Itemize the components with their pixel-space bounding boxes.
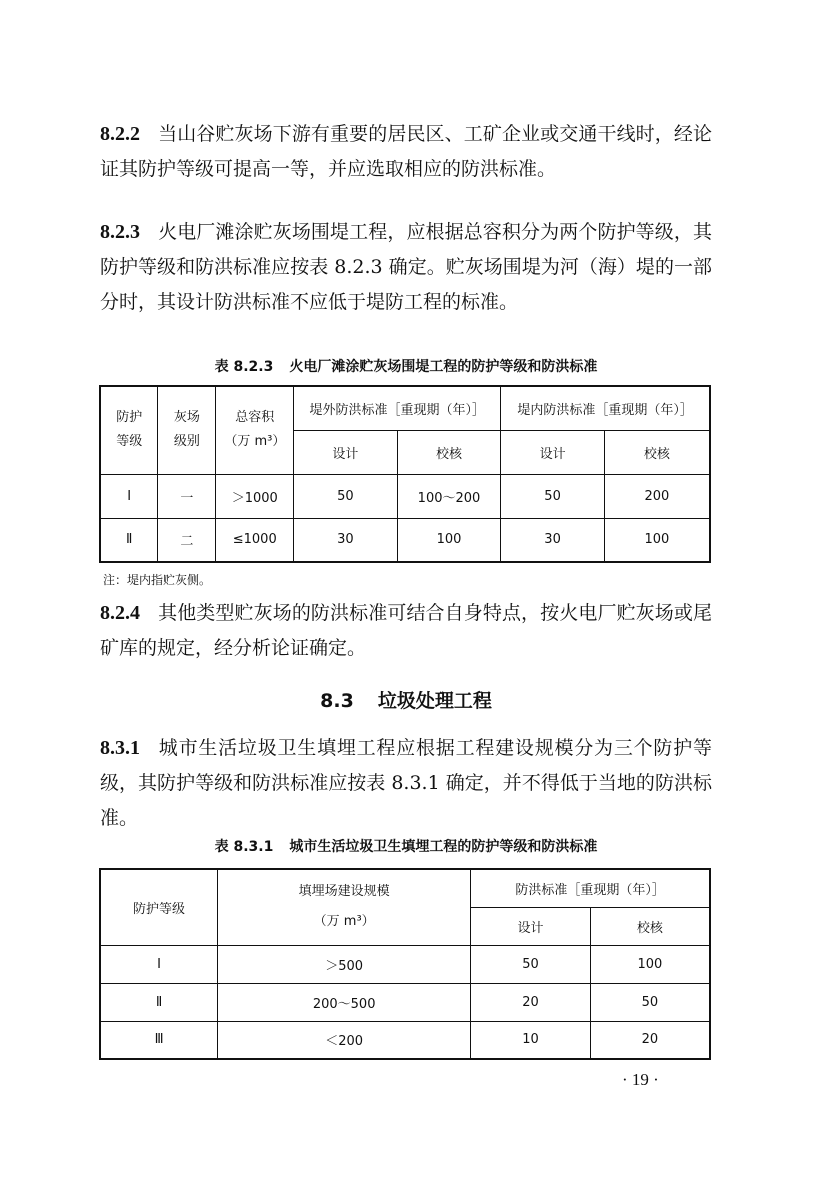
cell-check: 100 [590,945,710,983]
cell-outer-check: 100 [397,518,501,562]
table-8-2-3-caption [100,356,712,376]
header-scale [218,869,471,945]
table-header-row [100,869,710,907]
section-number: 8.3 [320,690,354,712]
table-8-3-1-caption [100,836,712,856]
clause-text: 火电厂滩涂贮灰场围堤工程，应根据总容积分为两个防护等级，其防护等级和防洪标准应按表 8.2.3 确定。贮灰场围堤为河（海）堤的一部分时，其设计防洪标准不应低于堤防工程的标准。 [100,221,712,313]
table-row [100,945,710,983]
clause-number: 8.3.1 [100,737,140,759]
table-8-2-3 [99,385,711,563]
cell-level: Ⅲ [100,1021,218,1059]
cell-scale: ＜200 [218,1021,471,1059]
header-outer-design: 设计 [294,430,398,474]
cell-inner-check: 100 [604,518,710,562]
cell-level: Ⅰ [100,945,218,983]
table-row [100,518,710,562]
clause-text: 其他类型贮灰场的防洪标准可结合自身特点，按火电厂贮灰场或尾矿库的规定，经分析论证确定。 [100,602,712,659]
caption-number: 表 8.2.3 [214,359,274,375]
header-grade: 灰场级别 [158,386,216,474]
header-outer-check: 校核 [397,430,501,474]
cell-inner-design: 30 [501,518,605,562]
clause-text: 城市生活垃圾卫生填埋工程应根据工程建设规模分为三个防护等级，其防护等级和防洪标准应按表 8.3.1 确定，并不得低于当地的防洪标准。 [100,737,712,829]
table-8-3-1 [99,868,711,1060]
cell-volume: ＞1000 [216,474,294,518]
cell-design: 50 [471,945,591,983]
header-design: 设计 [471,907,591,945]
clause-number: 8.2.3 [100,221,140,243]
header-level: 防护等级 [100,386,158,474]
header-outer-standard: 堤外防洪标准［重现期（年）］ [294,386,501,430]
table-note: 注：堤内指贮灰侧。 [103,573,212,587]
cell-outer-design: 30 [294,518,398,562]
cell-inner-design: 50 [501,474,605,518]
clause-text: 当山谷贮灰场下游有重要的居民区、工矿企业或交通干线时，经论证其防护等级可提高一等，并应选取相应的防洪标准。 [100,123,712,180]
table-row [100,474,710,518]
cell-level: Ⅱ [100,983,218,1021]
clause-8-2-3 [100,215,712,320]
table-row [100,983,710,1021]
cell-level: Ⅰ [100,474,158,518]
clause-8-2-4 [100,596,712,666]
cell-check: 50 [590,983,710,1021]
cell-design: 20 [471,983,591,1021]
cell-scale: 200～500 [218,983,471,1021]
header-level: 防护等级 [100,869,218,945]
header-flood-standard: 防洪标准［重现期（年）］ [471,869,710,907]
header-scale-unit: （万 m³） [313,914,375,930]
section-title: 垃圾处理工程 [377,690,492,712]
clause-8-2-2 [100,117,712,187]
page-number: · 19 · [622,1070,659,1089]
section-heading [100,686,712,713]
header-inner-standard: 堤内防洪标准［重现期（年）］ [501,386,710,430]
cell-scale: ＞500 [218,945,471,983]
cell-level: Ⅱ [100,518,158,562]
caption-text: 火电厂滩涂贮灰场围堤工程的防护等级和防洪标准 [289,359,598,375]
header-inner-design: 设计 [501,430,605,474]
caption-number: 表 8.3.1 [214,839,274,855]
table-header-row [100,386,710,430]
header-check: 校核 [590,907,710,945]
cell-grade: 一 [158,474,216,518]
cell-outer-check: 100～200 [397,474,501,518]
clause-8-3-1 [100,731,712,836]
header-volume: 总容积（万 m³） [216,386,294,474]
clause-number: 8.2.2 [100,123,140,145]
clause-number: 8.2.4 [100,602,140,624]
cell-volume: ≤1000 [216,518,294,562]
table-row [100,1021,710,1059]
caption-text: 城市生活垃圾卫生填埋工程的防护等级和防洪标准 [289,839,598,855]
header-inner-check: 校核 [604,430,710,474]
cell-check: 20 [590,1021,710,1059]
cell-outer-design: 50 [294,474,398,518]
cell-inner-check: 200 [604,474,710,518]
cell-grade: 二 [158,518,216,562]
header-scale-label: 填埋场建设规模 [298,884,390,900]
cell-design: 10 [471,1021,591,1059]
